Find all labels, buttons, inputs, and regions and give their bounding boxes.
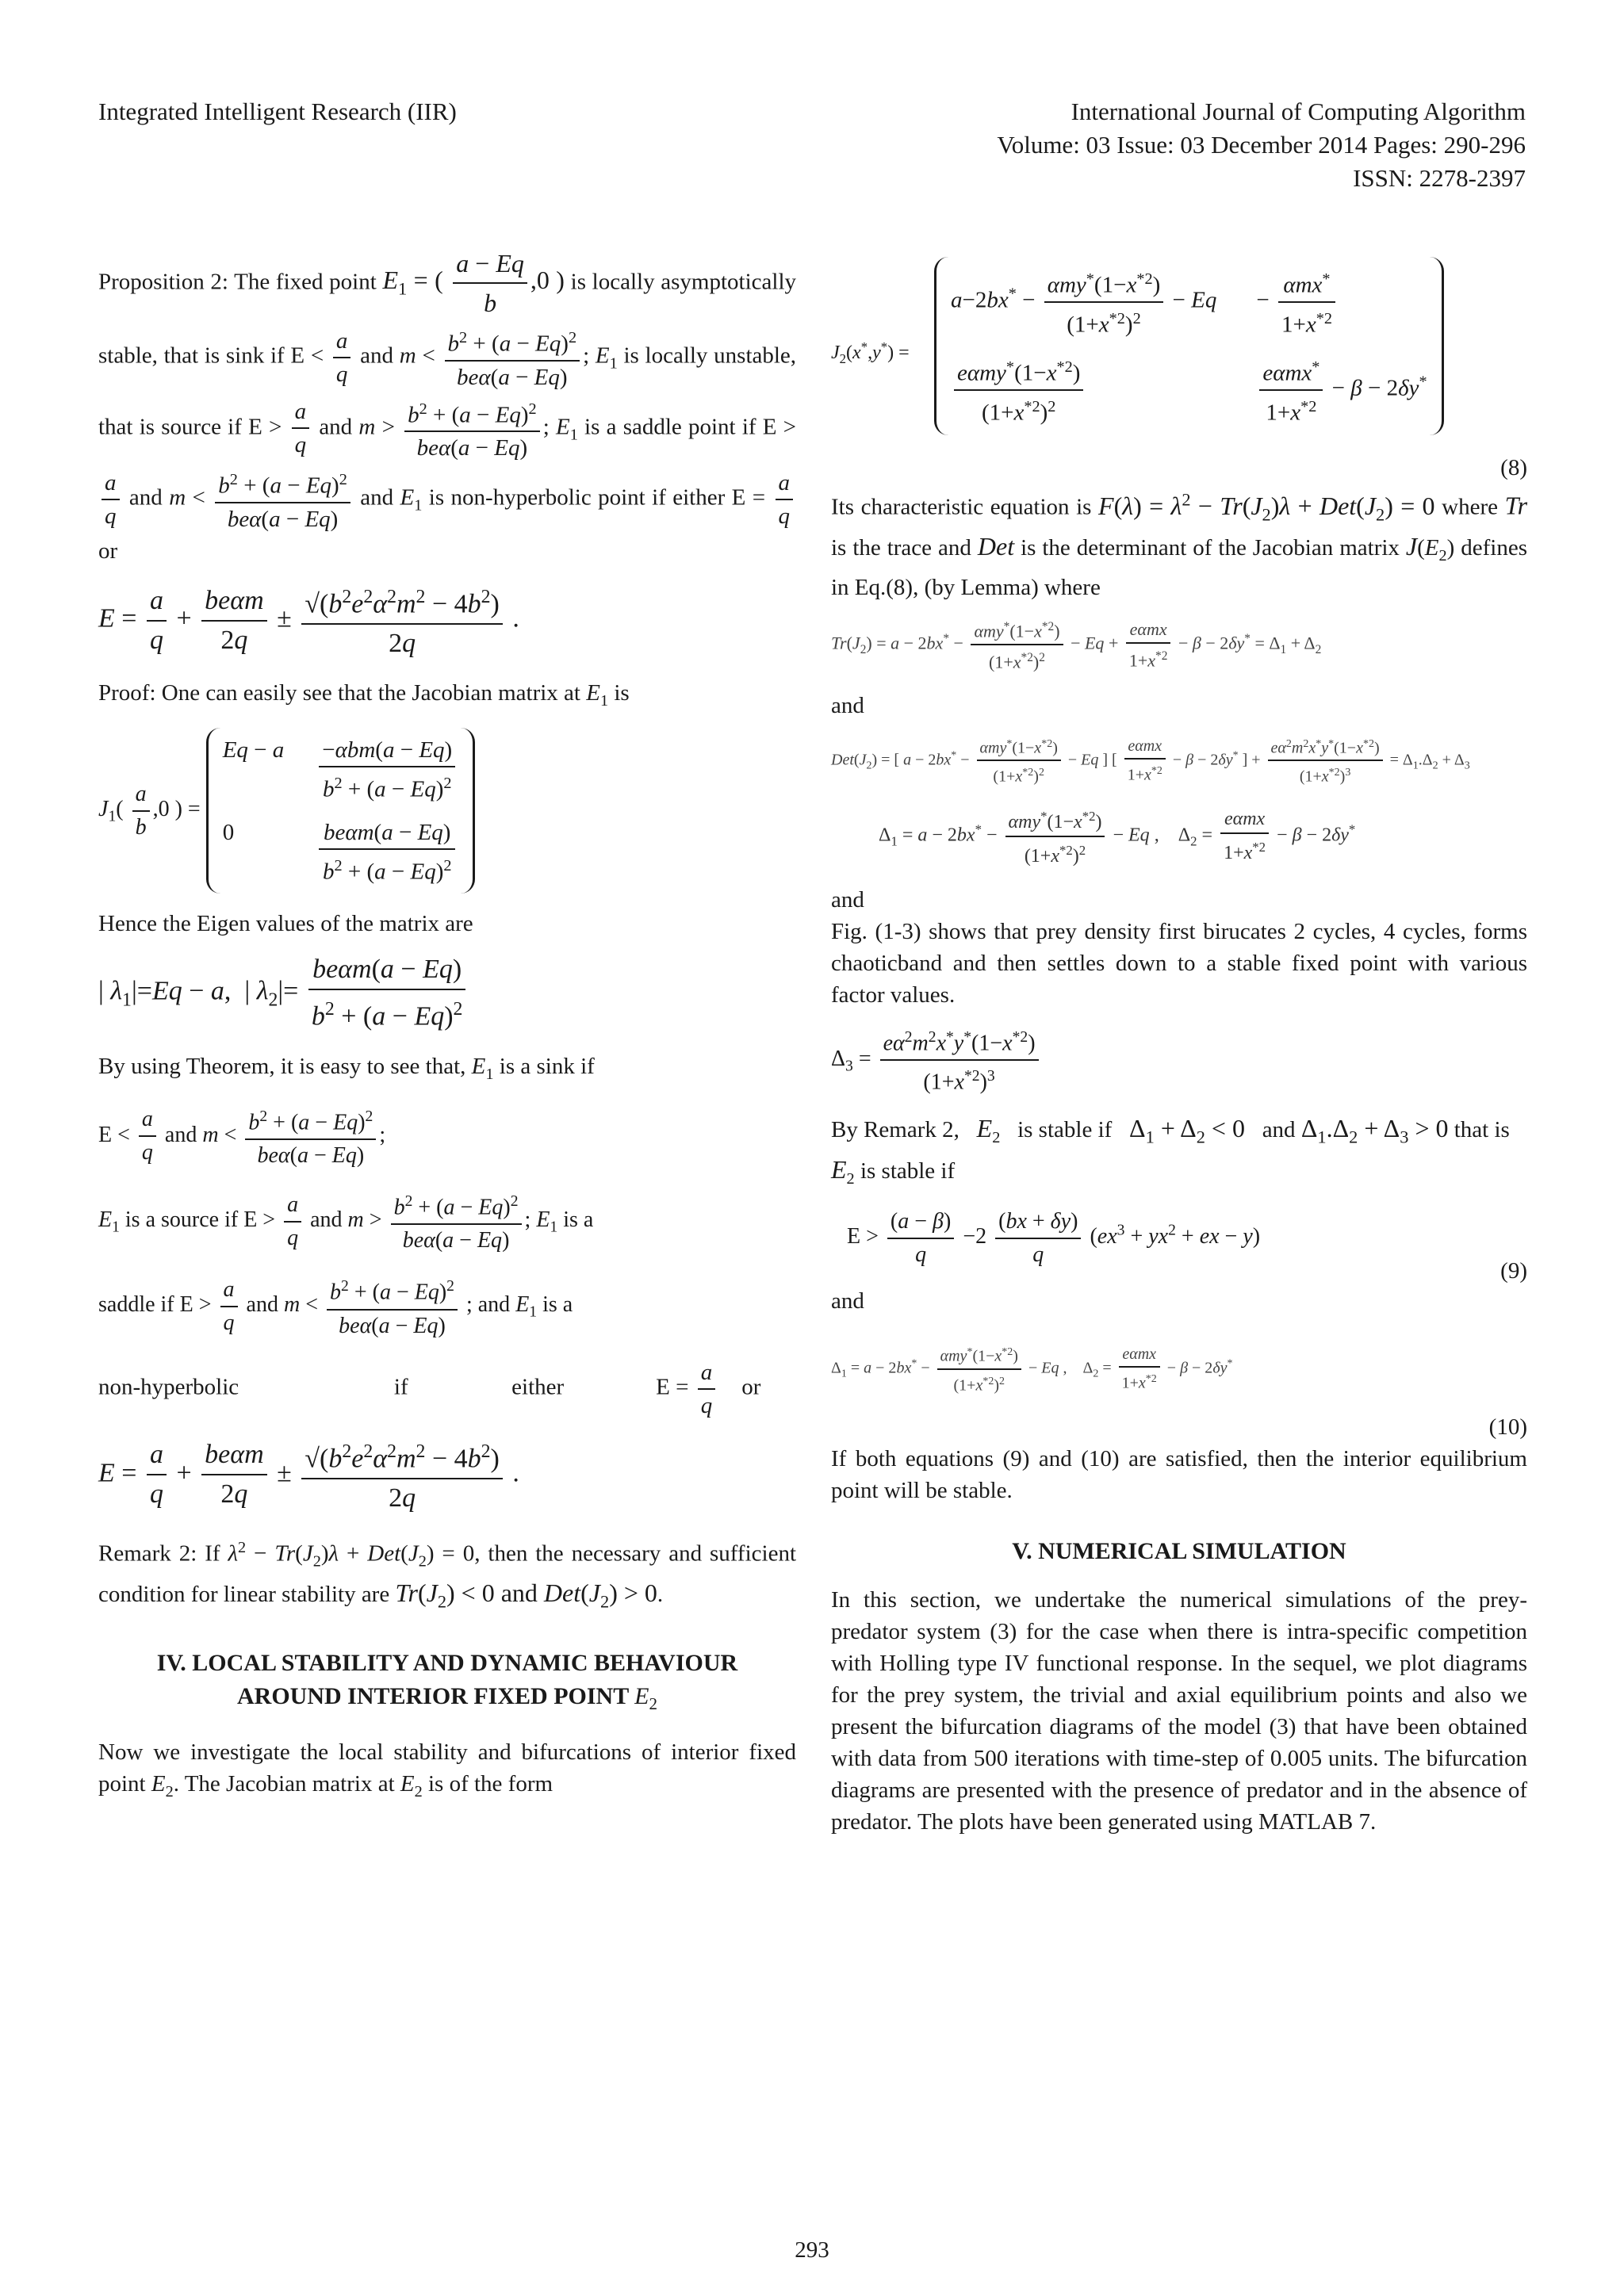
section-4-title: IV. LOCAL STABILITY AND DYNAMIC BEHAVIOUR AROUND INTERIOR FIXED POINT $E_2$ [156,1649,738,1713]
equation-nonhyperbolic-1: E = $\frac{a}{q}$ + $\frac{\text{beαm}}{2q}$ ± $\frac{√(b^2e^2\alpha^2m^2 - 4b^2)}{2q}$ . [98,578,796,663]
delta-definitions-1: $\Delta_1 = a - 2bx^*$ − $\frac{\alpha my^*(1-x^{*2})}{(1+x^{*2})^2}$ − Eq , $\Delta_2$ = $\frac{\text{eαmx}}{1+x^{*2}}$ − β − 2δy* [831,803,1527,870]
eq8-tag: (8) [1500,455,1527,480]
source-condition: $E_1$ is a source if E > $\frac{a}{q}$ and m > $\frac{b^2 + (a - Eq)^2}{\text{beα(a − Eq)}}$ ; $E_1$ is a [98,1186,796,1257]
issn: ISSN: 2278-2397 [1353,164,1526,192]
running-header-left: Integrated Intelligent Research (IIR) [98,98,457,125]
saddle-condition: saddle if E > $\frac{a}{q}$ and m < $\frac{b^2 + (a - Eq)^2}{\text{beα(a − Eq)}}$ ; and $E_1$ is a [98,1271,796,1341]
jacobian-j2: $J_2(x^*,y^*)$ = a−2bx* − $\frac{\alpha my^*(1-x^{*2})}{(1+x^{*2})^2}$ − Eq − $\frac{\alpha mx^*}{1+x^{*2}}$ $\frac{e\alpha my^*(1-x^{*2})}{(1+x^{*2})^2}$ $\frac{e\alpha mx^*}{1+x^{*2}}$ − β − 2δy* [831,244,1527,458]
characteristic-equation-text: Its characteristic equation is $F(\lambda) = \lambda^2 - Tr(J_2)\lambda + Det(J_2) = 0$ where Tr is the trace and Det is the determinant of the Jacobian matrix $J(E_2)$ defines in Eq.(8), (by Lemma) where [831,489,1528,600]
delta-3: $\Delta_3$ = $\frac{e\alpha^2m^2x^*y^*(1-x^{*2})}{(1+x^{*2})^3}$ [831,1022,1527,1099]
running-header-right [997,95,1526,195]
theorem-text: By using Theorem, it is easy to see that, $E_1$ is a sink if [98,1053,595,1083]
volume-info: Volume: 03 Issue: 03 December 2014 Pages: 290-296 [997,131,1526,159]
eigenvalues: | $\lambda_1|=Eq - a$, | $\lambda_2|=$ $\frac{\text{beαm(a − Eq)}}{b^2 + (a - Eq)^2}$ [98,951,796,1035]
section-4-paragraph: Now we investigate the local stability and bifurcations of interior fixed point $E_2$. The Jacobian matrix at $E_2$ is of the form [98,1739,796,1800]
remark-2: Remark 2: If $\lambda^2 - Tr(J_2)\lambda + Det(J_2) = 0$, then the necessary and sufficient condition for linear stability are $Tr(J_2) < 0$ and $Det(J_2) > 0$. [98,1538,797,1612]
and-label-1: and [831,692,864,718]
left-column [98,244,796,1818]
determinant-equation: $Det(J_2)$ = [ a − 2bx* − $\frac{\alpha my^*(1-x^{*2})}{(1+x^{*2})^2}$ − Eq ] [ $\frac{\text{eαmx}}{1+x^{*2}}$ − β − 2δy* ] + $\frac{e\alpha^2m^2x^*y^*(1-x^{*2})}{(1+x^{*2})^3}$ = $\Delta_1.\Delta_2 + \Delta_3$ [831,733,1527,789]
proposition-2: Proposition 2: The fixed point $E_1$ = ( $\frac{a - Eq}{b}$ ,0 ) is locally asymptotically stable, that is sink if E < $\frac{a}{q}$ and m < $\frac{b^2 + (a - Eq)^2}{\text{beα(a − Eq)}}$ ; $E_1$ is locally unstable, that is source if E > $\frac{a}{q}$ and m > $\frac{b^2 + (a - Eq)^2}{\text{beα(a − Eq)}}$ ; $E_1$ is a saddle point if E > $\frac{a}{q}$ and m < $\frac{b^2 + (a - Eq)^2}{\text{beα(a − Eq)}}$ and $E_1$ is non-hyperbolic point if either E = $\frac{a}{q}$ or [98,244,796,567]
equation-9: E > $\frac{(a - \beta)}{q}$ −2 $\frac{(bx + \delta y)}{q}$ ($ex^3 + yx^2$ + ex − y) (9) [831,1206,1527,1285]
journal-name: International Journal of Computing Algorithm [1071,98,1526,125]
both-equations-text: If both equations (9) and (10) are satisfied, then the interior equilibrium point will be stable. [831,1446,1527,1504]
proof-text: Proof: One can easily see that the Jacobian matrix at $E_1$ is [98,680,630,710]
and-label-3: and [831,1288,864,1314]
right-column [831,244,1527,1849]
sink-condition: E < $\frac{a}{q}$ and m < $\frac{b^2 + (a - Eq)^2}{\text{beα(a − Eq)}}$ ; [98,1101,796,1172]
nonhyperbolic-text: non-hyperbolic if either E = $\frac{a}{q}$ or [98,1357,796,1422]
remark-stability: By Remark 2, $E_2$ is stable if $\Delta_1 + \Delta_2 < 0$ and $\Delta_1.\Delta_2 + \Delta_3 > 0$ that is $E_2$ is stable if [831,1114,1510,1188]
section-5-paragraph: In this section, we undertake the numerical simulations of the prey-predator system (3) for the case when there is intra-specific competition with Holling type IV functional response. In the sequel, we plot diagrams for the prey system, the trivial and axial equilibrium points and also we present the bifurcation diagrams of the model (3) that have been obtained with data from 500 iterations with time-step of 0.005 units. The bifurcation diagrams are presented with the presence of predator and in the absence of predator. The plots have been generated using MATLAB 7. [831,1587,1527,1835]
eq9-tag: (9) [1500,1258,1527,1284]
equation-nonhyperbolic-2: E = $\frac{a}{q}$ + $\frac{\text{beαm}}{2q}$ ± $\frac{√(b^2e^2\alpha^2m^2 - 4b^2)}{2q}$ . [98,1433,796,1517]
delta-definitions-2: $\Delta_1 = a - 2bx^*$ − $\frac{\alpha my^*(1-x^{*2})}{(1+x^{*2})^2}$ − Eq , $\Delta_2$ = $\frac{\text{eαmx}}{1+x^{*2}}$ − β − 2δy* [831,1341,1527,1397]
eq10-tag: (10) [1488,1414,1527,1441]
section-5-title: V. NUMERICAL SIMULATION [1012,1538,1346,1565]
figure-description: Fig. (1-3) shows that prey density first birucates 2 cycles, 4 cycles, forms chaoticband and then settles down to a stable fixed point with various factor values. [831,918,1527,1008]
trace-equation: $Tr(J_2) = a - 2bx^*$ − $\frac{\alpha my^*(1-x^{*2})}{(1+x^{*2})^2}$ − Eq + $\frac{\text{eαmx}}{1+x^{*2}}$ − $\beta - 2\delta y^* = \Delta_1 + \Delta_2$ [831,614,1527,675]
jacobian-j1: $J_1$( $\frac{a}{b}$ ,0 ) = Eq − a $\frac{\text{−αbm(a − Eq)}}{b^2 + (a - Eq)^2}$ 0 $\frac{\text{beαm(a − Eq)}}{b^2 + (a - Eq)^2}$ [98,728,796,894]
and-label-2: and [831,886,864,913]
page-number: 293 [795,2237,829,2263]
eigen-intro: Hence the Eigen values of the matrix are [98,911,473,937]
